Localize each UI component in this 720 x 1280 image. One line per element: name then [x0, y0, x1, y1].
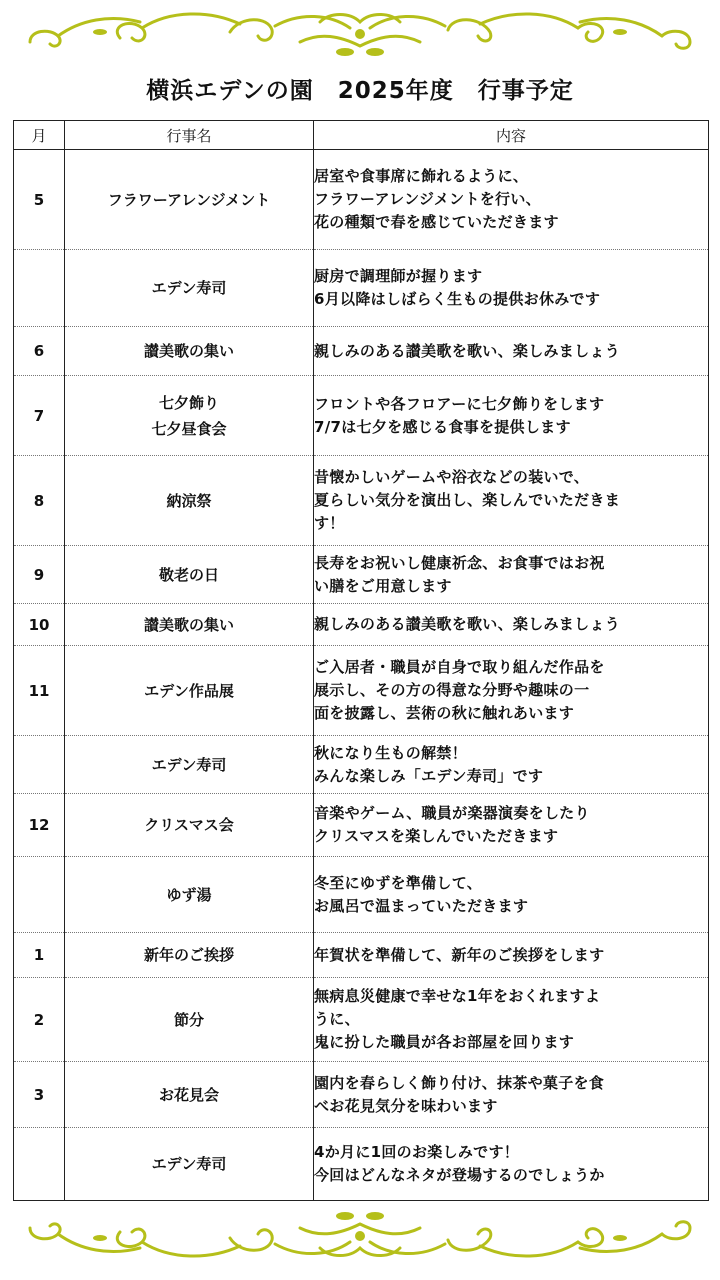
event-name: ゆず湯 [166, 885, 212, 904]
event-name-cell [65, 546, 314, 604]
content-line: い膳をご用意します [314, 576, 452, 595]
event-name: お花見会 [158, 1085, 219, 1104]
content-line: 昔懐かしいゲームや浴衣などの装いで、 [314, 468, 590, 486]
content-line: 冬至にゆずを準備して、 [314, 873, 483, 892]
event-name-cell [65, 1062, 314, 1128]
content-line: 鬼に扮した職員が各お部屋を回ります [314, 1033, 575, 1051]
content-cell [314, 1062, 709, 1128]
month-cell: 2 [14, 978, 65, 1062]
event-name: エデン寿司 [151, 279, 227, 297]
event-name-cell [65, 250, 314, 327]
table-row [14, 456, 709, 546]
table-row [14, 546, 709, 604]
content-cell [314, 546, 709, 604]
content-cell [314, 646, 709, 736]
event-name: 讃美歌の集い [143, 615, 234, 634]
content-cell [314, 857, 709, 933]
month-cell: 9 [14, 546, 65, 604]
content-cell [314, 794, 709, 857]
month-cell: 1 [14, 933, 65, 978]
event-name-cell [65, 604, 314, 646]
event-name-cell [65, 646, 314, 736]
table-header-row [14, 121, 709, 150]
content-cell [314, 327, 709, 376]
month-cell: 7 [14, 376, 65, 456]
content-line: お風呂で温まっていただきます [314, 896, 529, 915]
table-row [14, 857, 709, 933]
month-cell: 3 [14, 1062, 65, 1128]
content-cell [314, 933, 709, 978]
content-line: 花の種類で春を感じていただきます [314, 213, 559, 231]
content-line: 居室や食事席に飾れるように、 [314, 167, 529, 185]
content-cell [314, 376, 709, 456]
month-cell [14, 1128, 65, 1201]
month-cell: 11 [14, 646, 65, 736]
table-row [14, 933, 709, 978]
month-cell: 8 [14, 456, 65, 546]
month-cell [14, 736, 65, 794]
event-name-cell [65, 857, 314, 933]
content-line: 6月以降はしばらく生もの提供お休みです [314, 290, 601, 308]
table-row [14, 604, 709, 646]
table-row [14, 978, 709, 1062]
event-name-cell [65, 327, 314, 376]
content-cell [314, 604, 709, 646]
header-content: 内容 [314, 121, 709, 150]
table-row [14, 150, 709, 250]
content-line: ご入居者・職員が自身で取り組んだ作品を [314, 658, 605, 676]
event-name-cell [65, 150, 314, 250]
event-name: 讃美歌の集い [143, 342, 234, 360]
content-line: 今回はどんなネタが登場するのでしょうか [314, 1166, 605, 1184]
event-name: 七夕昼食会 [151, 419, 227, 438]
table-row [14, 376, 709, 456]
content-line: す！ [314, 514, 345, 532]
event-name-cell [65, 978, 314, 1062]
month-cell: 5 [14, 150, 65, 250]
content-cell [314, 978, 709, 1062]
content-line: 親しみのある讃美歌を歌い、楽しみましょう [314, 341, 621, 360]
content-line: みんな楽しみ「エデン寿司」です [314, 766, 544, 785]
table-row [14, 327, 709, 376]
event-name-cell [65, 1128, 314, 1201]
content-cell [314, 736, 709, 794]
content-line: 7/7は七夕を感じる食事を提供します [314, 417, 571, 436]
event-name: クリスマス会 [144, 816, 234, 834]
event-name-cell [65, 376, 314, 456]
month-cell [14, 250, 65, 327]
event-name: 新年のご挨拶 [143, 946, 234, 964]
content-line: 秋になり生もの解禁！ [314, 743, 468, 762]
event-name: 納涼祭 [166, 491, 212, 510]
table-row [14, 1128, 709, 1201]
event-name: エデン寿司 [151, 1155, 227, 1173]
content-line: 長寿をお祝いし健康祈念、お食事ではお祝 [314, 553, 605, 572]
event-name-cell [65, 933, 314, 978]
content-cell [314, 1128, 709, 1201]
table-row [14, 250, 709, 327]
content-line: 面を披露し、芸術の秋に触れあいます [314, 704, 575, 722]
table-row [14, 646, 709, 736]
event-name: エデン作品展 [144, 681, 234, 700]
content-cell [314, 250, 709, 327]
content-line: 厨房で調理師が握ります [314, 267, 483, 285]
table-row [14, 1062, 709, 1128]
content-line: 無病息災健康で幸せな1年をおくれますよ [314, 987, 601, 1005]
content-cell [314, 150, 709, 250]
event-name-cell [65, 736, 314, 794]
content-line: 展示し、その方の得意な分野や趣味の一 [314, 681, 590, 699]
table-row [14, 736, 709, 794]
content-line: 親しみのある讃美歌を歌い、楽しみましょう [314, 615, 621, 633]
content-line: 園内を春らしく飾り付け、抹茶や菓子を食 [314, 1073, 605, 1092]
content-line: 4か月に1回のお楽しみです！ [314, 1143, 520, 1161]
event-name-cell [65, 794, 314, 857]
month-cell: 10 [14, 604, 65, 646]
month-cell: 12 [14, 794, 65, 857]
content-line: 音楽やゲーム、職員が楽器演奏をしたり [314, 804, 590, 822]
content-line: クリスマスを楽しんでいただきます [314, 827, 559, 845]
month-cell: 6 [14, 327, 65, 376]
event-name: フラワーアレンジメント [107, 190, 271, 209]
content-line: フロントや各フロアーに七夕飾りをします [314, 394, 605, 413]
content-cell [314, 456, 709, 546]
event-name: エデン寿司 [151, 755, 227, 774]
table-row [14, 794, 709, 857]
header-month: 月 [14, 121, 65, 150]
top-ornament-border [0, 2, 720, 64]
event-name: 節分 [173, 1010, 204, 1029]
event-schedule-table [13, 120, 709, 1201]
content-line: フラワーアレンジメントを行い、 [314, 190, 541, 208]
content-line: 夏らしい気分を演出し、楽しんでいただきま [314, 491, 621, 509]
content-line: 年賀状を準備して、新年のご挨拶をします [314, 945, 605, 964]
content-line: うに、 [314, 1010, 360, 1028]
header-event: 行事名 [65, 121, 314, 150]
page-title: 横浜エデンの園 2025年度 行事予定 [146, 78, 574, 104]
month-cell [14, 857, 65, 933]
content-line: べお花見気分を味わいます [314, 1096, 498, 1115]
event-name-cell [65, 456, 314, 546]
bottom-ornament-border [0, 1198, 720, 1260]
event-name: 七夕飾り [158, 393, 219, 412]
event-name: 敬老の日 [158, 565, 219, 584]
